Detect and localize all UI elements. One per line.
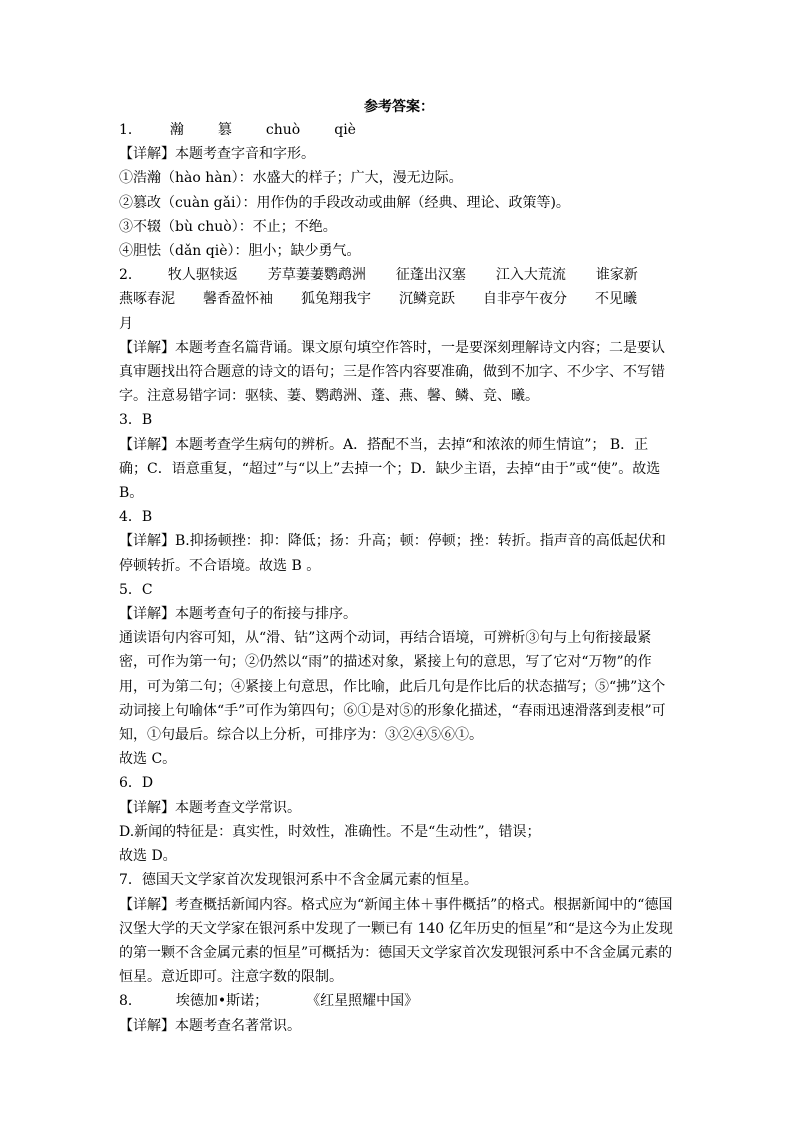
q2-answer-6: 馨香盈怀袖 [203, 291, 273, 308]
q2-answer-5-cont: 燕啄春泥 [119, 291, 175, 308]
q8-detail: 【详解】本题考查名著常识。 [119, 1017, 301, 1034]
q1-answer-line [119, 118, 679, 142]
q5-detail-6: 知，①句最后。综合以上分析，可排序为：③②④⑤⑥①。 [119, 727, 483, 744]
q7-answer: 7．德国天文学家首次发现银河系中不含金属元素的恒星。 [119, 872, 478, 889]
q3-detail-1: 【详解】本题考查学生病句的辨析。A．搭配不当，去掉“和浓浓的师生情谊”； B．正 [119, 436, 649, 453]
q6-answer: 6．D [119, 775, 154, 792]
q7-detail-1: 【详解】考查概括新闻内容。格式应为“新闻主体＋事件概括”的格式。根据新闻中的“德国 [119, 896, 673, 913]
q5-detail-7: 故选 C。 [119, 751, 177, 768]
q2-detail-3: 字。注意易错字词：驱犊、萋、鹦鹉洲、蓬、燕、馨、鳞、竞、曦。 [119, 388, 539, 405]
q7-detail-3: 的第一颗不含金属元素的恒星”可概括为：德国天文学家首次发现银河系中不含金属元素的 [119, 944, 673, 961]
q6-detail-2: D.新闻的特征是：真实性，时效性，准确性。不是“生动性”，错误； [119, 823, 541, 840]
q5-detail-2: 通读语句内容可知，从“滑、钻”这两个动词，再结合语境，可辨析③句与上句衔接最紧 [119, 630, 652, 647]
q1-answer-3: chuò [265, 122, 301, 138]
q1-item-2: ②篡改（cuàn gǎi）：用作伪的手段改动或曲解（经典、理论、政策等)。 [119, 194, 570, 211]
q7-detail-4: 恒星。意近即可。注意字数的限制。 [119, 969, 343, 986]
q3-detail-3: B。 [119, 485, 144, 502]
q5-detail-4: 用，可为第二句；④紧接上句意思，作比喻，此后几句是作比后的状态描写；⑤“拂”这个 [119, 678, 666, 695]
q5-detail-1: 【详解】本题考查句子的衔接与排序。 [119, 606, 357, 623]
q2-number: 2． [119, 267, 142, 284]
q2-answer-8: 沉鳞竞跃 [399, 291, 455, 308]
q1-answer-1: 瀚 [169, 122, 184, 138]
q2-answer-9: 自非亭午夜分 [483, 291, 567, 308]
q8-number: 8． [119, 993, 142, 1010]
page-title: 参考答案： [364, 99, 434, 115]
q1-answer-2: 篡 [217, 122, 232, 138]
q1-item-3: ③不辍（bù chuò）：不止；不绝。 [119, 218, 337, 235]
q2-answer-line-1 [119, 263, 679, 287]
q2-detail-1: 【详解】本题考查名篇背诵。课文原句填空作答时，一是要深刻理解诗文内容；二是要认 [119, 339, 665, 356]
q1-detail: 【详解】本题考查字音和字形。 [119, 146, 315, 163]
answer-page [119, 96, 679, 1038]
q2-answer-3: 征蓬出汉塞 [395, 267, 466, 284]
q6-detail-1: 【详解】本题考查文学常识。 [119, 799, 301, 816]
q8-answer-line [119, 989, 679, 1013]
q2-answer-line-3: 月 [119, 315, 133, 332]
q2-answer-1: 牧人驱犊返 [167, 267, 238, 284]
q1-item-4: ④胆怯（dǎn qiè）：胆小；缺少勇气。 [119, 243, 361, 260]
q1-answer-4: qiè [334, 122, 356, 138]
q4-detail-2: 停顿转折。不合语境。故选 B 。 [119, 557, 321, 574]
q5-answer: 5．C [119, 581, 153, 598]
q7-detail-2: 汉堡大学的天文学家在银河系中发现了一颗已有 140 亿年历史的恒星”和“是这今为止发现 [119, 920, 673, 937]
q1-number: 1． [119, 122, 142, 138]
q4-answer: 4．B [119, 509, 153, 526]
q2-answer-line-2 [119, 287, 679, 311]
q5-detail-5: 动词接上句喻体“手”可作为第四句；⑥①是对⑤的形象化描述，“春雨迅速滑落到麦根”可 [119, 702, 666, 719]
q8-answer-2: 《红星照耀中国》 [306, 993, 419, 1010]
q8-answer-1: 埃德加•斯诺； [175, 993, 269, 1010]
q2-answer-10: 不见曦 [595, 291, 637, 308]
q6-detail-3: 故选 D。 [119, 848, 177, 865]
q2-answer-7: 狐兔翔我宇 [301, 291, 371, 308]
q2-detail-2: 真审题找出符合题意的诗文的语句；三是作答内容要准确，做到不加字、不少字、不写错 [119, 364, 665, 381]
q2-answer-5: 谁家新 [595, 267, 638, 284]
q5-detail-3: 密，可作为第一句；②仍然以“雨”的描述对象，紧接上句的意思，写了它对“万物”的作 [119, 654, 652, 671]
q4-detail-1: 【详解】B.抑扬顿挫：抑：降低；扬：升高；顿：停顿；挫：转折。指声音的高低起伏和 [119, 533, 666, 550]
q1-item-1: ①浩瀚（hào hàn）：水盛大的样子；广大，漫无边际。 [119, 170, 463, 187]
q3-detail-2: 确；C．语意重复，“超过”与“以上”去掉一个；D．缺少主语，去掉“由于”或“使”。故选 [119, 460, 661, 477]
q3-answer: 3．B [119, 412, 153, 429]
q2-answer-2: 芳草萋萋鹦鹉洲 [267, 267, 366, 284]
q2-answer-4: 江入大荒流 [495, 267, 566, 284]
